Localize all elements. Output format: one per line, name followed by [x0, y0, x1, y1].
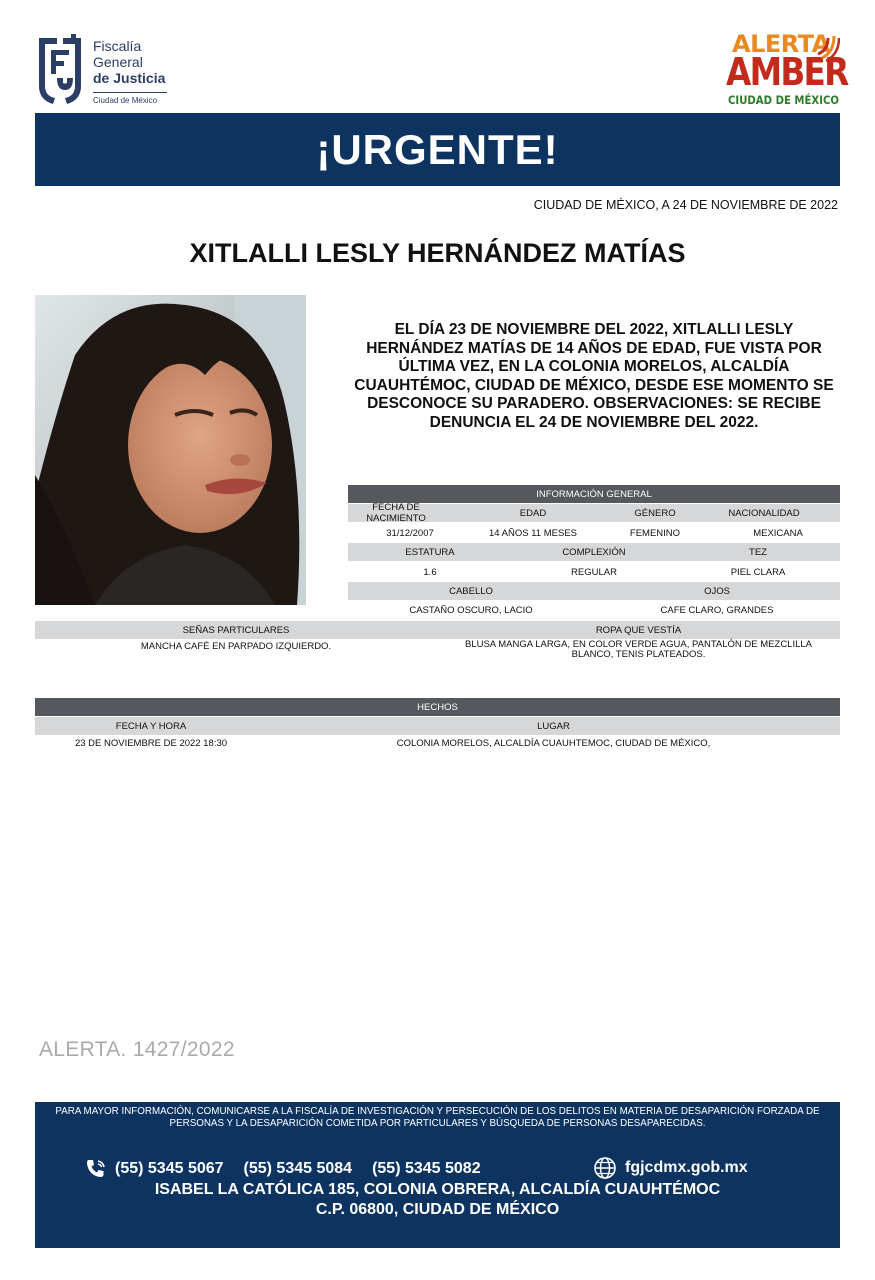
fgj-logo-line: Fiscalía [93, 38, 142, 54]
urgent-title: ¡URGENTE! [316, 125, 559, 173]
info-row4-values [35, 640, 840, 664]
value-build: REGULAR [571, 566, 617, 578]
info-row3-labels [348, 582, 840, 600]
value-height: 1.6 [423, 566, 437, 578]
alert-id: ALERTA. 1427/2022 [39, 1038, 235, 1061]
label-date-time: FECHA Y HORA [115, 720, 187, 732]
label-distinguishing-marks: SEÑAS PARTICULARES [182, 624, 290, 636]
value-age: 14 AÑOS 11 MESES [488, 527, 577, 539]
hechos-labels [35, 717, 840, 735]
address-line: ISABEL LA CATÓLICA 185, COLONIA OBRERA, ALCALDÍA CUAUHTÉMOC [154, 1181, 721, 1198]
phone-number[interactable]: (55) 5345 5082 [372, 1160, 481, 1177]
value-gender: FEMENINO [629, 527, 681, 539]
label-gender: GÉNERO [634, 507, 676, 519]
footer-info-text: PARA MAYOR INFORMACIÓN, COMUNICARSE A LA FISCALÍA DE INVESTIGACIÓN Y PERSECUCIÓN DE LOS DELITOS EN MATERIA DE DESAPARICIÓN FORZADA DE PERSONAS Y LA DESAPARICIÓN COMETIDA POR PARTICULARES Y BÚSQUEDA DE PERSONAS DESAPARECIDAS. [55, 1106, 820, 1129]
label-build: COMPLEXIÓN [562, 546, 626, 558]
hechos-values [35, 734, 840, 752]
label-complexion: TEZ [749, 546, 767, 558]
amber-logo-line1: ALERTA [732, 30, 830, 58]
label-birthdate: FECHA DE NACIMIENTO [366, 502, 426, 524]
value-hair: CASTAÑO OSCURO, LACIO [409, 604, 533, 616]
info-row3-values [348, 601, 840, 619]
phone-number[interactable]: (55) 5345 5067 [115, 1160, 224, 1177]
value-complexion: PIEL CLARA [730, 566, 786, 578]
value-clothing: BLUSA MANGA LARGA, EN COLOR VERDE AGUA, PANTALÓN DE MEZCLILLA BLANCO, TENIS PLATEADOS. [464, 639, 813, 660]
phone-number[interactable]: (55) 5345 5084 [243, 1160, 353, 1177]
info-row1-values [348, 524, 840, 542]
value-eyes: CAFE CLARO, GRANDES [660, 604, 774, 616]
label-age: EDAD [519, 507, 547, 519]
info-row2-labels [348, 543, 840, 561]
person-name: XITLALLI LESLY HERNÁNDEZ MATÍAS [189, 238, 686, 268]
amber-logo-line2: AMBER [726, 50, 848, 94]
person-photo-illustration [35, 295, 306, 605]
fgj-emblem-icon [35, 34, 85, 106]
value-birthdate: 31/12/2007 [386, 527, 434, 539]
label-height: ESTATURA [405, 546, 455, 558]
fgj-logo-line: General [93, 54, 143, 70]
fgj-logo-line: de Justicia [93, 70, 166, 86]
info-section-header: INFORMACIÓN GENERAL [348, 485, 840, 503]
urgent-banner [35, 113, 840, 186]
phone-icon [85, 1158, 107, 1180]
value-distinguishing-marks: MANCHA CAFÉ EN PARPADO IZQUIERDO. [140, 641, 332, 652]
footer-phones [85, 1158, 481, 1180]
value-nationality: MEXICANA [753, 527, 803, 539]
footer-address [35, 1180, 840, 1220]
label-place: LUGAR [537, 720, 570, 732]
info-row2-values [348, 563, 840, 581]
footer-website [593, 1156, 748, 1180]
globe-icon [593, 1156, 617, 1180]
value-date-time: 23 DE NOVIEMBRE DE 2022 18:30 [74, 737, 228, 749]
website-link[interactable]: fgjcdmx.gob.mx [625, 1159, 748, 1176]
signal-waves-icon [814, 32, 840, 62]
date-line: CIUDAD DE MÉXICO, A 24 DE NOVIEMBRE DE 2022 [533, 198, 838, 212]
info-row4-labels [35, 621, 840, 639]
label-eyes: OJOS [704, 585, 730, 597]
fgj-logo-subtitle: Ciudad de México [93, 92, 167, 105]
address-line: C.P. 06800, CIUDAD DE MÉXICO [315, 1201, 560, 1218]
hechos-section-header: HECHOS [35, 698, 840, 716]
value-place: COLONIA MORELOS, ALCALDÍA CUAUHTEMOC, CIUDAD DE MÉXICO, [396, 737, 711, 749]
label-clothing: ROPA QUE VESTÍA [595, 624, 682, 636]
person-photo [35, 295, 306, 605]
info-row1-labels [348, 504, 840, 522]
footer [35, 1102, 840, 1248]
label-hair: CABELLO [449, 585, 493, 597]
amber-logo-line3: CIUDAD DE MÉXICO [728, 93, 839, 107]
fgj-logo-text [93, 38, 165, 86]
fgj-logo [35, 32, 175, 106]
alerta-amber-logo [726, 30, 848, 110]
case-description: EL DÍA 23 DE NOVIEMBRE DEL 2022, XITLALLI LESLY HERNÁNDEZ MATÍAS DE 14 AÑOS DE EDAD, FUE VISTA POR ÚLTIMA VEZ, EN LA COLONIA MORELOS, ALCALDÍA CUAUHTÉMOC, CIUDAD DE MÉXICO, DESDE ESE MOMENTO SE DESCONOCE SU PARADERO. OBSERVACIONES: SE RECIBE DENUNCIA EL 24 DE NOVIEMBRE DEL 2022. [354, 321, 834, 431]
label-nationality: NACIONALIDAD [728, 507, 800, 519]
